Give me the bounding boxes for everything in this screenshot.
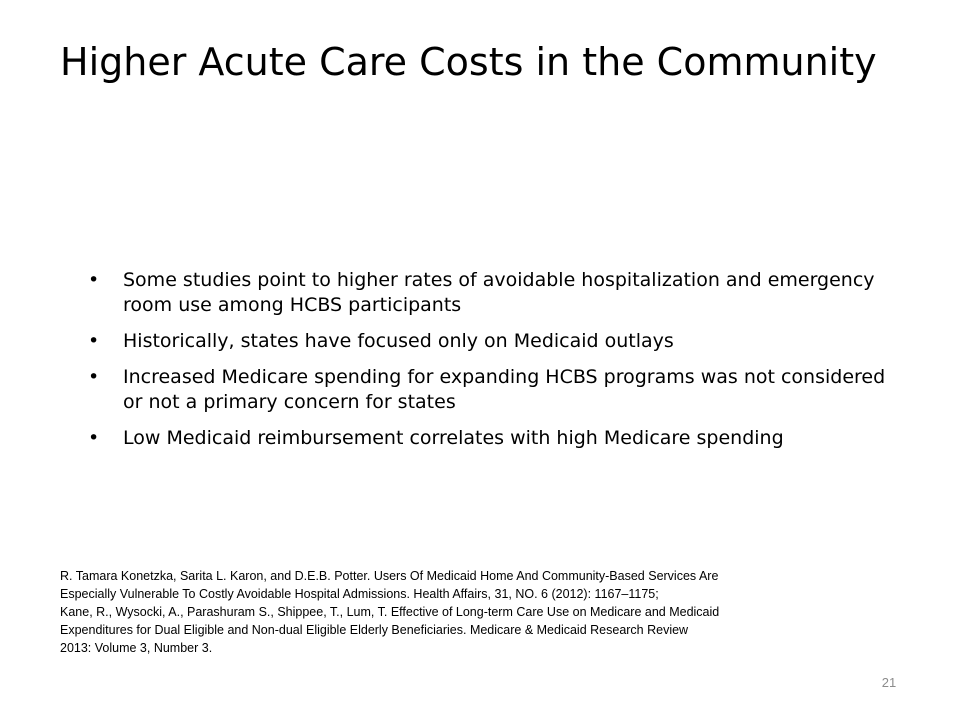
bullet-marker: • <box>88 427 100 449</box>
bullet-text: Increased Medicare spending for expanding HCBS programs was not considered or not a primary concern for states <box>123 366 886 413</box>
bullet-marker: • <box>88 330 100 352</box>
references <box>60 567 720 657</box>
bullet-item <box>88 365 888 415</box>
reference-kane: Kane, R., Wysocki, A., Parashuram S., Shippee, T., Lum, T. Effective of Long-term Care Use on Medicare and Medicaid Expenditures for Dual Eligible and Non-dual Eligible Elderly Beneficiaries. Medicare & Medicaid Research Review 2013: Volume 3, Number 3. <box>60 605 720 655</box>
bullet-text: Some studies point to higher rates of avoidable hospitalization and emergency room use among HCBS participants <box>123 269 875 316</box>
bullet-text: Low Medicaid reimbursement correlates with high Medicare spending <box>123 427 784 449</box>
bullet-item <box>88 426 888 451</box>
bullet-text: Historically, states have focused only on Medicaid outlays <box>123 330 674 352</box>
bullet-marker: • <box>88 366 100 388</box>
bullet-item <box>88 268 888 318</box>
bullet-marker: • <box>88 269 100 291</box>
reference-konetzka: R. Tamara Konetzka, Sarita L. Karon, and D.E.B. Potter. Users Of Medicaid Home And Community-Based Services Are Especially Vulnerable To Costly Avoidable Hospital Admissions. Health Affairs, 31, NO. 6 (2012): 1167–1175; <box>60 569 719 601</box>
slide-title: Higher Acute Care Costs in the Community <box>60 40 877 84</box>
bullet-list <box>88 268 888 462</box>
bullet-item <box>88 329 888 354</box>
page-number: 21 <box>881 675 897 690</box>
